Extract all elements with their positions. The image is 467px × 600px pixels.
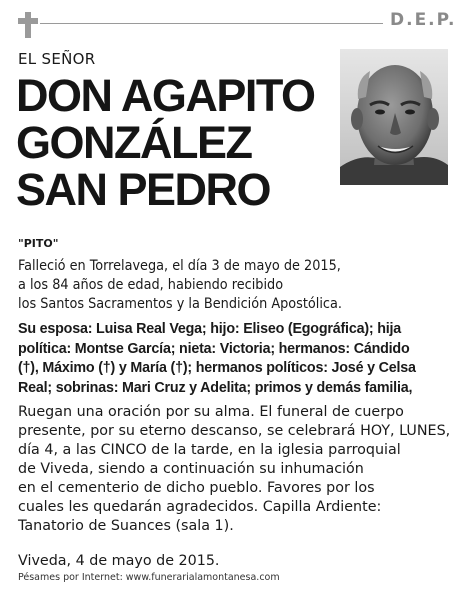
deceased-photo [340, 49, 448, 185]
funeral-details [18, 403, 458, 536]
name-line: GONZÁLEZ [16, 117, 252, 168]
text-line: Real; sobrinas: Mari Cruz y Adelita; primos y demás familia, [18, 379, 413, 396]
family-list [18, 320, 458, 398]
text-line: de Viveda, siendo a continuación su inhumación [18, 461, 364, 477]
text-line: Su esposa: Luisa Real Vega; hijo: Eliseo (Egográfica); hija [18, 321, 402, 337]
condolences-web-note: Pésames por Internet: www.funerarialamontanesa.com [18, 572, 280, 583]
text-line: a los 84 años de edad, habiendo recibido [18, 277, 284, 293]
text-line: cuales les quedarán agradecidos. Capilla Ardiente: [18, 499, 382, 515]
name-line: DON AGAPITO [16, 70, 315, 121]
nickname: "PITO" [18, 237, 59, 250]
text-line: presente, por su eterno descanso, se celebrará HOY, LUNES, [18, 423, 451, 439]
text-line: política: Montse García; nieta: Victoria; hermanos: Cándido [18, 340, 410, 357]
text-line: en el cementerio de dicho pueblo. Favores por los [18, 480, 375, 496]
text-line: los Santos Sacramentos y la Bendición Apostólica. [18, 296, 342, 312]
dep-label: D.E.P. [390, 10, 457, 30]
text-line: Tanatorio de Suances (sala 1). [18, 518, 234, 534]
text-line: Falleció en Torrelavega, el día 3 de mayo de 2015, [18, 258, 341, 274]
death-announcement [18, 257, 458, 314]
place-date: Viveda, 4 de mayo de 2015. [18, 553, 220, 569]
text-line: día 4, a las CINCO de la tarde, en la iglesia parroquial [18, 442, 401, 458]
cross-icon [18, 12, 38, 38]
deceased-name [16, 72, 336, 213]
header-rule [40, 23, 383, 24]
text-line: (†), Máximo (†) y María (†); hermanos políticos: José y Celsa [18, 360, 416, 376]
text-line: Ruegan una oración por su alma. El funeral de cuerpo [18, 404, 404, 420]
name-line: SAN PEDRO [16, 164, 271, 215]
honorific: EL SEÑOR [18, 50, 96, 68]
